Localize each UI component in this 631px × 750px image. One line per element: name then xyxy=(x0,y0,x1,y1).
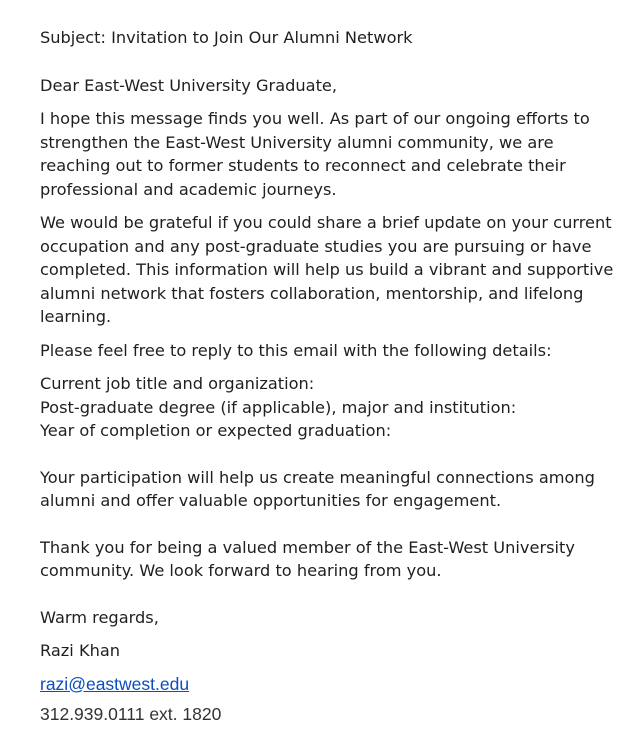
email-subject: Subject: Invitation to Join Our Alumni Network xyxy=(40,28,413,47)
detail-postgrad-degree: Post-graduate degree (if applicable), major and institution: xyxy=(40,397,517,417)
paragraph-participation: Your participation will help us create meaningful connections among alumni and offer valuable opportunities for engagement. xyxy=(40,467,595,510)
email-closing: Warm regards, xyxy=(40,607,159,627)
paragraph-intro: I hope this message finds you well. As part of our ongoing efforts to strengthen the East-West University alumni community, we are reaching out to former students to reconnect and celebrate their professional and academic journeys. xyxy=(40,109,590,199)
email-document xyxy=(40,26,620,727)
paragraph-request: We would be grateful if you could share a brief update on your current occupation and any post-graduate studies you are pursuing or have completed. This information will help us build a vibrant and supportive alumni network that fosters collaboration, mentorship, and lifelong learning. xyxy=(40,213,614,326)
signature-name: Razi Khan xyxy=(40,641,121,660)
email-greeting: Dear East-West University Graduate, xyxy=(40,75,338,95)
paragraph-thanks: Thank you for being a valued member of the East-West University community. We look forward to hearing from you. xyxy=(40,537,575,580)
detail-completion-year: Year of completion or expected graduation: xyxy=(40,421,392,440)
details-list xyxy=(40,372,620,443)
signature-phone: 312.939.0111 ext. 1820 xyxy=(40,704,222,724)
detail-job-title: Current job title and organization: xyxy=(40,374,315,393)
details-intro: Please feel free to reply to this email with the following details: xyxy=(40,340,552,360)
signature-email-link[interactable]: razi@eastwest.edu xyxy=(40,673,190,694)
